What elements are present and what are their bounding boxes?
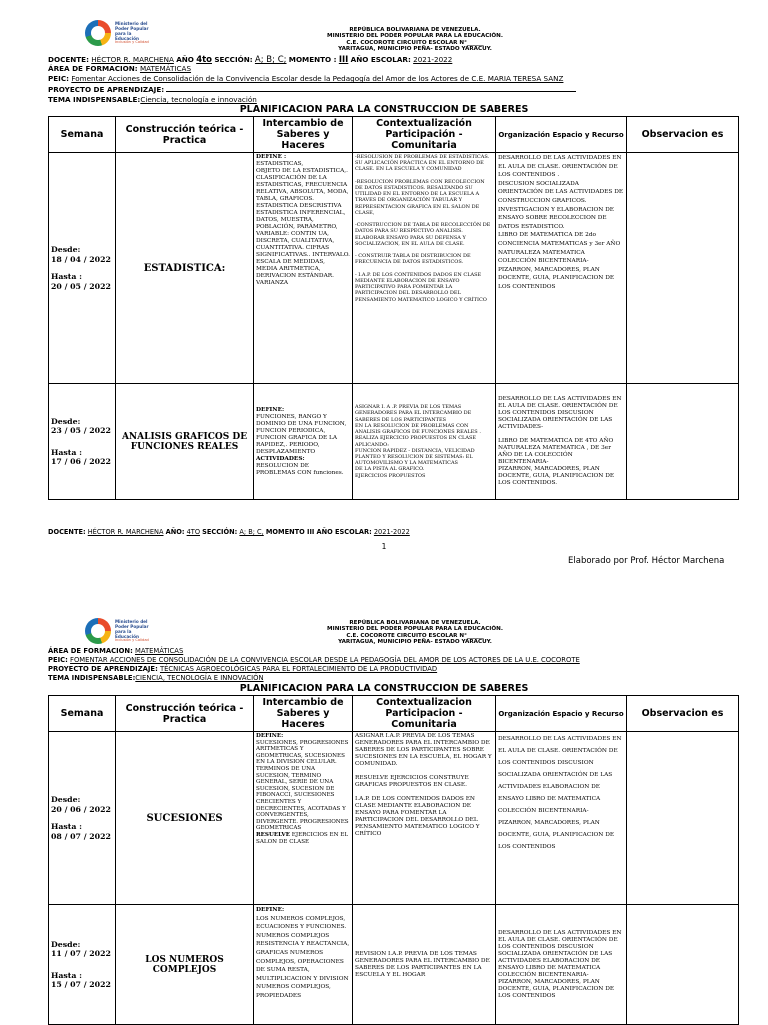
desde-date: 23 / 05 / 2022 [51,426,111,435]
rep-line: YARITAGUA, MUNICIPIO PEÑA- ESTADO YARACUY. [338,46,492,53]
rep-line: MINISTERIO DEL PODER POPULAR PARA LA EDUCACIÓN. [327,33,503,40]
area-value: MATEMÁTICAS [134,647,184,655]
rep-line: YARITAGUA, MUNICIPIO PEÑA- ESTADO YARACUY. [338,639,492,646]
peic-value: Fomentar Acciones de Consolidación de la Convivencia Escolar desde la Pedagogía del Amor de los Actores de C.E. MARIA TERESA SANZ [71,74,564,83]
republic-header [290,620,540,646]
contexto-text: REVISION I.A.P. PREVIA DE LOS TEMAS GENERADORES PARA EL INTERCAMBIO DE SABERES DE LOS PARTICIPANTES EN LA ESCUELA Y EL HOGAR [355,950,490,978]
contexto-text: -RESOLUSION DE PROBLEMAS DE ESTADISTICAS. SU APLICACIÓN PRÁCTICA EN EL ENTORNO DE CLASE. EN LA ESCUELA Y COMUNIDAD -RESOLUCION PROBLEMAS CON RECOLECCION DE DATOS ESTADISTICOS. RESALTANDO SU UTILIDAD EN EL ENTORNO DE LA ESCUELA A TRAVES DE ORGANIZACIÓN TABULAR Y REPRESENTACION GRAFICA EN EL SALON DE CLASE, -CONSTRUCCION DE TABLA DE RECOLECCIÓN DE DATOS PARA SU RESPECTIVO ANALISIS. ELABORAR ENSAYO PARA SU DEFENSA Y SOCIALIZACION, EN EL AULA DE CLASE. - CONSTRUIR TABLA DE DISTRIBUCION DE FRECUENCIA DE DATOS ESTADISTICOS. - I.A.P. DE LOS CONTENIDOS DADOS EN CLASE MEDIANTE ELABORACION DE ENSAYO PARTICIPATIVO PARA FOMENTAR LA PARTICIPACION DEL DESARROLLO DEL PENSAMIENTO MATEMATICO LOGICO Y CRÍTICO [355,154,491,303]
area-value: MATEMÁTICAS [139,64,192,73]
hasta-label: Hasta : [51,272,83,281]
republic-header [290,27,540,53]
peic-line [48,656,580,665]
desde-date: 20 / 06 / 2022 [51,804,111,814]
intercambio-tail: RESOLUCION DE PROBLEMAS CON funciones. [256,462,344,476]
ministry-logo-icon [85,20,111,46]
col-semana: Semana [49,696,116,732]
area-line [48,64,191,73]
seccion-label: SECCIÓN: [214,55,253,64]
proyecto-line [48,84,576,94]
hasta-date: 15 / 07 / 2022 [51,980,111,989]
desde-label: Desde: [51,939,81,949]
intercambio-text: ESTADISTICAS, OBJETO DE LA ESTADISTICA,. CLASIFICACIÓN DE LA ESTADISTICAS, FRECUENCIA RELATIVA, ABSOLUTA, MODA, TABLA, GRAFICOS. ESTADISTICA DESCRISTIVA ESTADISTICA INFERENCIAL, DATOS, MUESTRA, POBLACIÓN, PARÁMETRO, VARIABLE: CONTIN UA, DISCRETA, CUALITATIVA, CUANTITATIVA. CIFRAS SIGNIFICATIVAS.. INTERVALO. ESCALA DE MEDIDAS, MEDIA ARITMETICA, DERIVACION ESTÁNDAR. VARIANZA [256,161,351,286]
col-organizacion: Organización Espacio y Recurso [496,696,627,732]
semana-cell [49,153,116,384]
plan-title: PLANIFICACION PARA LA CONSTRUCCION DE SABERES [239,683,529,694]
footer-seccion-label: SECCIÓN: [202,528,238,536]
rep-line: C.E. COCOROTE CIRCUITO ESCOLAR N°______ [346,632,484,639]
ano-value: 4to [196,55,213,65]
desde-label: Desde: [51,245,81,254]
proyecto-line [48,665,437,674]
observaciones-cell [627,905,739,1025]
area-label: ÁREA DE FORMACION: [48,64,138,73]
observaciones-cell [627,732,739,905]
ministry-logo [85,18,155,52]
peic-label: PEIC: [48,656,68,664]
observaciones-cell [627,153,739,384]
area-line [48,647,183,656]
topic-cell: SUCESIONES [116,732,254,905]
contexto-text: ASIGNAR I.A.P. PREVIA DE LOS TEMAS GENERADORES PARA EL INTERCAMBIO DE SABERES DE LOS PARTICIPANTES SOBRE SUCESIONES EN LA ESCUELA, EL HOGAR Y COMUNIDAD. RESUELVE EJERCICIOS CONSTRUYE GRAFICAS PROPUESTOS EN CLASE. I.A.P. DE LOS CONTENIDOS DADOS EN CLASE MEDIANTE ELABORACION DE ENSAYO PARA FOMENTAR LA PARTICIPACION DEL DESARROLLO DEL PENSAMIENTO MATEMATICO LOGICO Y CRÍTICO [355,733,492,837]
plan-table [48,695,739,1025]
seccion-value: A; B; C; [254,55,287,65]
intercambio-tail: EJERCICIOS EN EL SALON DE CLASE [256,831,349,845]
topic-cell: LOS NUMEROS COMPLEJOS [116,905,254,1025]
footer-ano: 4TO [186,528,201,536]
define-label: DEFINE: [256,406,285,413]
area-label: ÁREA DE FORMACION: [48,647,133,655]
contexto-cell [353,153,496,384]
table-row [49,384,739,500]
contexto-cell [353,384,496,500]
hasta-label: Hasta : [51,447,83,457]
topic-cell: ANALISIS GRAFICOS DE FUNCIONES REALES [116,384,254,500]
footer-ano-label: AÑO: [165,528,185,536]
semana-cell [49,732,116,905]
plan-title: PLANIFICACION PARA LA CONSTRUCCION DE SABERES [239,104,529,115]
col-contextualizacion: Contextualización Participación - Comunitaria [353,117,496,153]
organizacion-text: DESARROLLO DE LAS ACTIVIDADES EN EL AULA DE CLASE. ORIENTACIÓN DE LOS CONTENIDOS DISCUSION SOCIALIZADA ORIENTACIÓN DE LAS ACTIVIDADES ELABORACION DE ENSAYO LIBRO DE MATEMATICA COLECCIÓN BICENTENARIA- PIZARRON, MARCADORES, PLAN DOCENTE, GUIA, PLANIFICACION DE LOS CONTENIDOS [498,929,622,999]
intercambio-cell [254,384,353,500]
table-header-row [49,117,739,153]
footer-escolar: 2021-2022 [373,528,410,536]
col-intercambio: Intercambio de Saberes y Haceres [254,696,353,732]
intercambio-text: FUNCIONES, RANGO Y DOMINIO DE UNA FUNCION, FUNCION PERIODICA, FUNCION GRAFICA DE LA RAPIDEZ,. PERIODO, DESPLAZAMIENTO [256,413,347,455]
tema-value: Ciencia, tecnología e innovación [140,95,257,104]
footer-line [48,528,410,536]
desde-date: 11 / 07 / 2022 [51,949,111,958]
ano-label: AÑO [176,55,194,64]
table-row [49,905,739,1025]
footer-docente: HÉCTOR R. MARCHENA [87,528,164,536]
momento-value: III [338,55,349,65]
table-row [49,153,739,384]
rep-line: C.E. COCOROTE CIRCUITO ESCOLAR N°______ [346,39,484,46]
col-observaciones: Observacion es [627,117,739,153]
ministry-logo-icon [85,618,111,644]
intercambio-text: SUCESIONES, PROGRESIONES ARITMETICAS Y GEOMETRICAS, SUCESIONES EN LA DIVISION CELULAR. TERMINOS DE UNA SUCESION, TERMINO GENERAL, SERIE DE UNA SUCESION, SUCESION DE FIBONACCI, SUCESIONES CRECIENTES Y DECRECIENTES, ACOTADAS Y CONVERGENTES, DIVERGENTE. PROGRESIONES GEOMETRICAS [256,739,349,832]
desde-date: 18 / 04 / 2022 [51,254,111,264]
col-construccion: Construcción teórica - Practica [116,117,254,153]
escolar-value: 2021-2022 [413,55,453,64]
momento-label: MOMENTO : [288,55,337,64]
proyecto-label: PROYECTO DE APRENDIZAJE: [48,665,158,673]
peic-line [48,74,563,83]
peic-label: PEIC: [48,74,70,83]
semana-cell [49,905,116,1025]
author-credit: Elaborado por Prof. Héctor Marchena [568,556,725,566]
contexto-cell [353,905,496,1025]
tema-label: TEMA INDISPENSABLE: [48,95,141,104]
ministry-logo [85,616,155,650]
col-organizacion: Organización Espacio y Recurso [496,117,627,153]
tema-value: CIENCIA, TECNOLOGÍA E INNOVACIÓN [135,674,264,682]
hasta-date: 20 / 05 / 2022 [51,281,111,291]
contexto-cell [353,732,496,905]
peic-value: FOMENTAR ACCIONES DE CONSOLIDACIÓN DE LA CONVIVENCIA ESCOLAR DESDE LA PEDAGOGÍA DEL AMOR DE LOS ACTORES DE LA U.E. COCOROTE [70,656,580,664]
hasta-label: Hasta : [51,822,83,831]
table-header-row [49,696,739,732]
tema-label: TEMA INDISPENSABLE: [48,674,136,682]
hasta-date: 17 / 06 / 2022 [51,457,111,466]
topic-cell: ESTADISTICA: [116,153,254,384]
col-observaciones: Observacion es [627,696,739,732]
proyecto-label: PROYECTO DE APRENDIZAJE: [48,85,165,94]
col-semana: Semana [49,117,116,153]
footer-momento: MOMENTO III [265,528,315,536]
intercambio-cell [254,153,353,384]
plan-table [48,116,739,500]
logo-text: Ministerio del Poder Popular para la Educación [115,619,149,639]
define-label: DEFINE: [256,733,284,739]
organizacion-cell [496,384,627,500]
proyecto-blank [166,84,576,92]
resuelve-label: RESUELVE [256,831,290,838]
footer-escolar-label: AÑO ESCOLAR: [316,528,372,536]
organizacion-cell [496,732,627,905]
organizacion-cell [496,153,627,384]
tema-line [48,674,264,683]
docente-label: DOCENTE: [48,55,89,64]
table-row [49,732,739,905]
observaciones-cell [627,384,739,500]
page-2 [0,600,768,1024]
logo-text: Ministerio del Poder Popular para la Educación [115,21,149,41]
footer-docente-label: DOCENTE: [48,528,86,536]
rep-line: MINISTERIO DEL PODER POPULAR PARA LA EDUCACIÓN. [327,626,503,633]
contexto-text: ASIGNAR I. A .P. PREVIA DE LOS TEMAS GENERADORES PARA EL INTERCAMBIO DE SABERES DE LOS PARTICIPANTES EN LA RESOLUCION DE PROBLEMAS CON ANALISIS GRAFICOS DE FUNCIONES REALES . REALIZA EJERCICIO PROPUESTOS EN CLASE APLICANDO: FUNCION RAPIDEZ - DISTANCIA, VELICIDAD PLANTEO Y RESOLUCION DE SISTEMAS: EL AUTOMOVILISMO Y LA MATEMATICAS DE LA PISTA AL GRAFICO. EJERCICIOS PROPUESTOS [355,404,481,479]
define-label: DEFINE : [256,154,287,160]
rep-line: REPÚBLICA BOLIVARIANA DE VENEZUELA. [349,27,481,33]
escolar-label: AÑO ESCOLAR: [350,55,411,64]
docente-name: HÉCTOR R. MARCHENA [91,55,174,64]
organizacion-text: DESARROLLO DE LAS ACTIVIDADES EN EL AULA DE CLASE. ORIENTACIÓN DE LOS CONTENIDOS DISCUSION SOCIALIZADA ORIENTACIÓN DE LAS ACTIVIDADES ELABORACION DE ENSAYO LIBRO DE MATEMATICA COLECCIÓN BICENTENARIA- PIZARRON, MARCADORES, PLAN DOCENTE, GUIA, PLANIFICACION DE LOS CONTENIDOS [498,736,622,850]
hasta-label: Hasta : [51,970,83,980]
col-intercambio: Intercambio de Saberes y Haceres [254,117,353,153]
intercambio-text: LOS NUMEROS COMPLEJOS, ECUACIONES Y FUNCIONES. NUMEROS COMPLEJOS RESISTENCIA Y REACTANCIA, GRAFICAS NUMEROS COMPLEJOS, OPERACIONES DE SUMA RESTA, MULTIPLICACION Y DIVISION NUMEROS COMPLEJOS, PROPIEDADES [256,915,350,999]
proyecto-value: TÉCNICAS AGROECOLÓGICAS PARA EL FORTALECIMIENTO DE LA PRODUCTIVIDAD [159,665,438,673]
organizacion-text: DESARROLLO DE LAS ACTIVIDADES EN EL AULA DE CLASE. ORIENTACIÓN DE LOS CONTENIDOS DISCUSION SOCIALIZADA ORIENTACIÓN DE LAS ACTIVIDADES- LIBRO DE MATEMATICA DE 4TO AÑO NATURALEZA MATEMATICA , DE 3er AÑO DE LA COLECCIÓN BICENTENARIA- PIZARRON, MARCADORES, PLAN DOCENTE, GUIA, PLANIFICACION DE LOS CONTENIDOS. [498,396,622,486]
page-number: 1 [381,542,387,551]
logo-subtitle: Inclusión y Calidad [115,638,149,642]
intercambio-cell [254,905,353,1025]
tema-line [48,95,257,104]
logo-subtitle: Inclusión y Calidad [115,40,149,44]
desde-label: Desde: [51,795,81,804]
rep-line: REPÚBLICA BOLIVARIANA DE VENEZUELA. [349,620,481,626]
organizacion-cell [496,905,627,1025]
organizacion-text: DESARROLLO DE LAS ACTIVIDADES EN EL AULA DE CLASE. ORIENTACIÓN DE LOS CONTENIDOS . DISCUSION SOCIALIZADA ORIENTACIÓN DE LAS ACTIVIDADES DE CONSTRUCCION GRAFICOS. INVESTIGACION Y ELABORACION DE ENSAYO SOBRE RECOLECCION DE DATOS ESTADISTICO. LIBRO DE MATEMATICA DE 2do CONCIENCIA MATEMATICAS y 3er AÑO NATURALEZA MATEMATICA COLECCIÓN BICENTENARIA- PIZARRON, MARCADORES, PLAN DOCENTE, GUIA, PLANIFICACION DE LOS CONTENIDOS [498,155,624,290]
hasta-date: 08 / 07 / 2022 [51,831,111,841]
col-contextualizacion: Contextualizacion Participacion - Comunitaria [353,696,496,732]
semana-cell [49,384,116,500]
actividades-label: ACTIVIDADES: [256,455,305,462]
intercambio-cell [254,732,353,905]
desde-label: Desde: [51,416,81,426]
define-label: DEFINE: [256,907,285,913]
col-construccion: Construcción teórica - Practica [116,696,254,732]
footer-seccion: A; B; C, [239,528,264,536]
